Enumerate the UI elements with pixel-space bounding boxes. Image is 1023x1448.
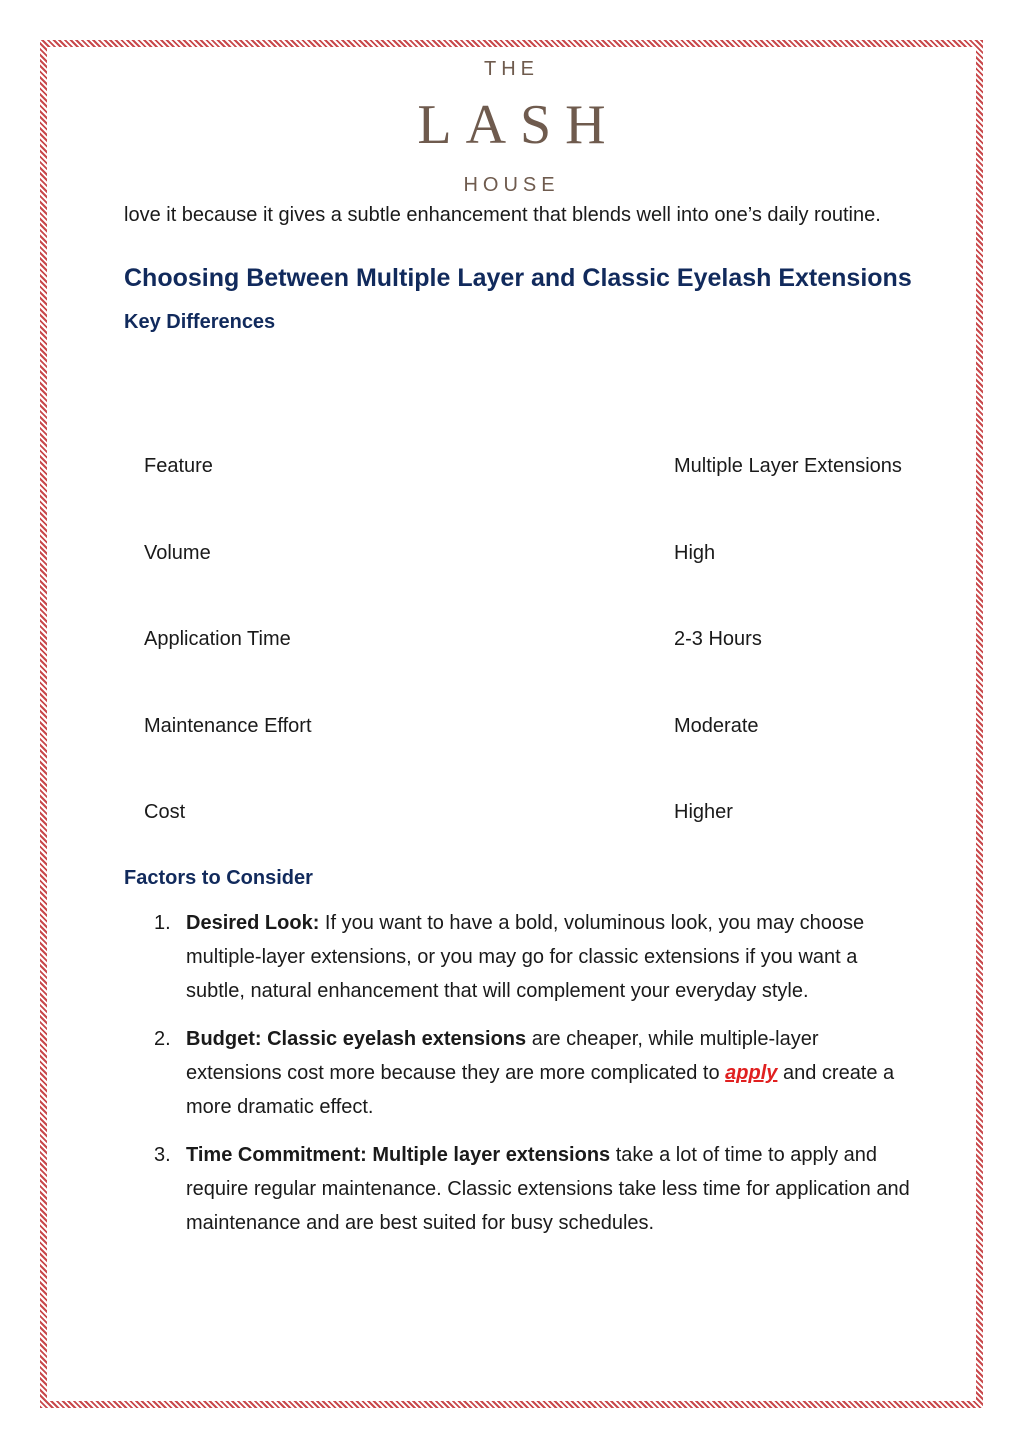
differences-table	[144, 446, 944, 879]
list-number: 2.	[154, 1028, 171, 1050]
table-cell-value: Multiple Layer Extensions	[674, 455, 902, 477]
factor-bold-text: Classic eyelash extensions	[261, 1028, 527, 1050]
logo-top-text: THE	[484, 58, 539, 80]
key-differences-heading: Key Differences	[124, 311, 276, 333]
table-cell-value: 2-3 Hours	[674, 628, 762, 650]
table-cell-feature: Cost	[144, 801, 186, 823]
table-row	[144, 619, 944, 706]
list-item	[124, 1022, 914, 1124]
table-cell-value: Moderate	[674, 714, 759, 737]
list-number: 1.	[154, 912, 171, 934]
logo-main-text: LASH	[417, 94, 620, 156]
table-cell-feature: Feature	[144, 455, 213, 477]
factor-text: If you want to have a bold, voluminous look, you may choose multiple-layer extensions, or you may go for classic extensions if you want a subtle, natural enhancement that will complement your everyday style.	[186, 912, 865, 1002]
table-row	[144, 446, 944, 533]
factor-text: take a lot of time to apply and require regular maintenance. Classic extensions take less time for application and maintenance and are best suited for busy schedules.	[186, 1144, 910, 1234]
list-item	[124, 906, 914, 1008]
logo-bottom-text: HOUSE	[463, 174, 560, 196]
intro-section	[124, 198, 914, 336]
factor-text: are cheaper, while multiple-layer extensions cost more because they are more complicated to	[186, 1028, 819, 1084]
factor-label: Desired Look:	[186, 912, 320, 934]
table-cell-value: Higher	[674, 801, 733, 823]
table-cell-value: High	[674, 541, 716, 564]
section-heading: Choosing Between Multiple Layer and Classic Eyelash Extensions	[124, 264, 912, 292]
table-row	[144, 533, 944, 620]
brand-logo	[0, 58, 1023, 196]
apply-link[interactable]: apply	[725, 1062, 778, 1084]
list-number: 3.	[154, 1144, 171, 1166]
table-cell-feature: Volume	[144, 541, 211, 564]
factors-list	[124, 906, 914, 1240]
table-row	[144, 706, 944, 793]
factors-section	[124, 864, 914, 1254]
table-cell-feature: Maintenance Effort	[144, 714, 312, 737]
table-cell-feature: Application Time	[144, 628, 291, 650]
factor-text-end: and create a more dramatic effect.	[186, 1062, 895, 1118]
intro-paragraph: love it because it gives a subtle enhancement that blends well into one’s daily routine.	[124, 204, 881, 226]
list-item	[124, 1138, 914, 1240]
factor-label: Time Commitment: Multiple layer extensions	[186, 1144, 611, 1166]
factors-heading: Factors to Consider	[124, 867, 313, 889]
factor-label: Budget:	[186, 1028, 262, 1050]
